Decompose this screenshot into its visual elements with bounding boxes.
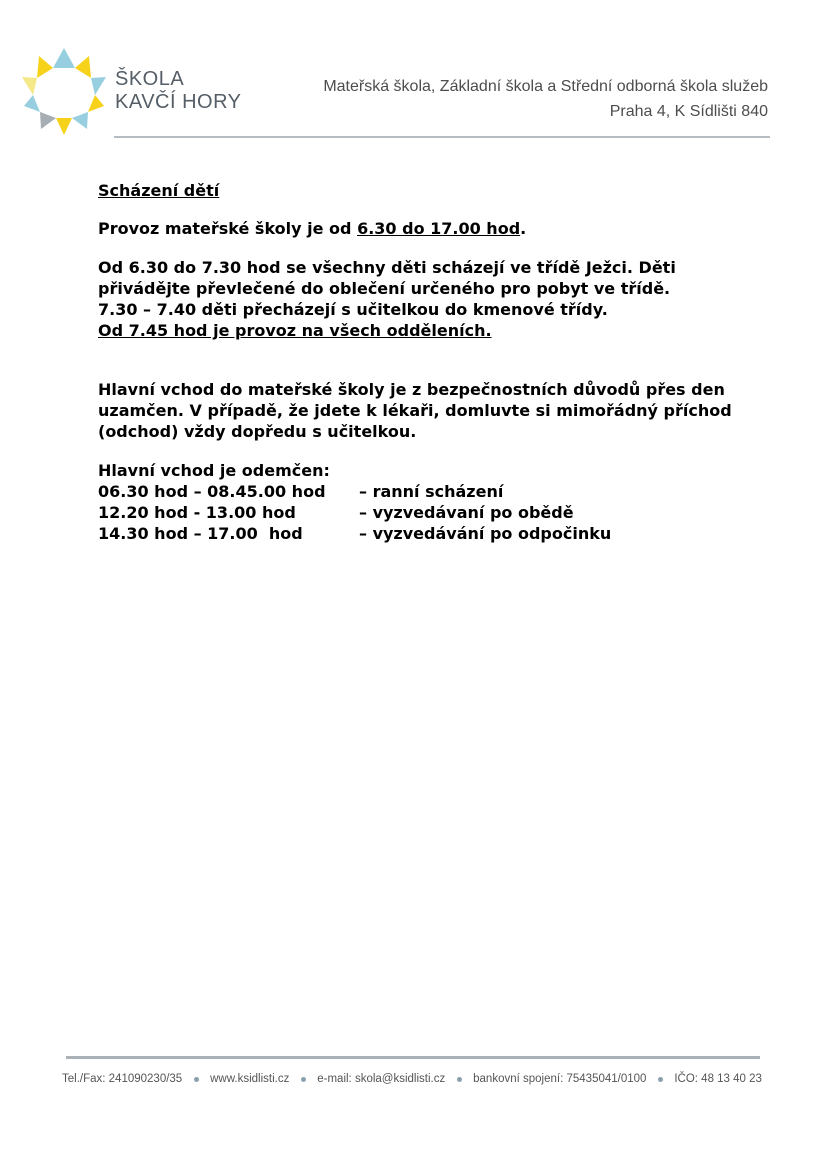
footer-contacts <box>62 1073 762 1085</box>
document-title <box>98 180 758 201</box>
logo-ray-left-lower <box>24 95 40 112</box>
schedule-label: – ranní scházení <box>359 482 504 501</box>
logo-ray-bottom-right <box>72 112 88 129</box>
main-entrance-paragraph <box>98 379 758 442</box>
operating-hours-paragraph <box>98 218 758 239</box>
schedule-time: 06.30 hod – 08.45.00 hod <box>98 482 326 501</box>
arrival-line-4: Od 7.45 hod je provoz na všech odděleních. <box>98 321 492 340</box>
entrance-line-1: Hlavní vchod do mateřské školy je z bezpečnostních důvodů přes den <box>98 380 725 399</box>
arrival-paragraph <box>98 257 758 341</box>
entrance-line-3: (odchod) vždy dopředu s učitelkou. <box>98 422 417 441</box>
schedule-label: – vyzvedávání po odpočinku <box>359 524 612 543</box>
entrance-schedule <box>98 460 758 544</box>
schedule-label: – vyzvedávaní po obědě <box>359 503 574 522</box>
footer-website: www.ksidlisti.cz <box>210 1073 290 1085</box>
logo-ray-right-upper <box>91 77 106 95</box>
logo-star-rays <box>22 48 106 135</box>
logo-text-line1: ŠKOLA <box>115 68 185 90</box>
footer-email: e-mail: skola@ksidlisti.cz <box>317 1073 446 1085</box>
schedule-row <box>98 481 758 502</box>
logo-ray-top <box>53 48 75 68</box>
bullet-icon <box>658 1077 663 1082</box>
arrival-line-1: Od 6.30 do 7.30 hod se všechny děti scházejí ve třídě Ježci. Děti <box>98 258 676 277</box>
footer-bank: bankovní spojení: 75435041/0100 <box>473 1073 647 1085</box>
bullet-icon <box>457 1077 462 1082</box>
logo-ray-right-lower <box>88 95 104 112</box>
logo-ray-bottom-left <box>40 112 56 129</box>
bullet-icon <box>194 1077 199 1082</box>
logo-ray-top-right <box>75 56 91 78</box>
schedule-heading: Hlavní vchod je odemčen: <box>98 461 330 480</box>
logo-ray-top-left <box>37 56 53 78</box>
footer-phone: Tel./Fax: 241090230/35 <box>62 1073 183 1085</box>
arrival-line-2: přivádějte převlečené do oblečení určeného pro pobyt ve třídě. <box>98 279 671 298</box>
document-title-text: Scházení dětí <box>98 181 220 200</box>
schedule-time: 12.20 hod - 13.00 hod <box>98 503 296 522</box>
logo-wordmark <box>115 68 242 114</box>
operating-hours-suffix: . <box>520 219 527 238</box>
bullet-icon <box>301 1077 306 1082</box>
document-body <box>98 180 758 544</box>
logo-ray-bottom <box>56 118 72 135</box>
logo-ray-left-upper <box>22 77 37 95</box>
entrance-line-2: uzamčen. V případě, že jdete k lékaři, domluvte si mimořádný příchod <box>98 401 732 420</box>
schedule-row <box>98 523 758 544</box>
arrival-line-3: 7.30 – 7.40 děti přecházejí s učitelkou do kmenové třídy. <box>98 300 608 319</box>
organization-name: Mateřská škola, Základní škola a Střední odborná škola služeb <box>323 78 768 95</box>
header-divider <box>114 136 770 138</box>
header-organization <box>323 74 768 124</box>
organization-address: Praha 4, K Sídlišti 840 <box>609 103 768 120</box>
operating-hours-value: 6.30 do 17.00 hod <box>357 219 521 238</box>
footer-divider <box>66 1056 760 1059</box>
schedule-row <box>98 502 758 523</box>
operating-hours-prefix: Provoz mateřské školy je od <box>98 219 358 238</box>
footer-ico: IČO: 48 13 40 23 <box>674 1073 762 1085</box>
school-logo-star-icon <box>20 46 108 136</box>
logo-text-line2: KAVČÍ HORY <box>115 91 242 113</box>
schedule-time: 14.30 hod – 17.00 hod <box>98 524 303 543</box>
